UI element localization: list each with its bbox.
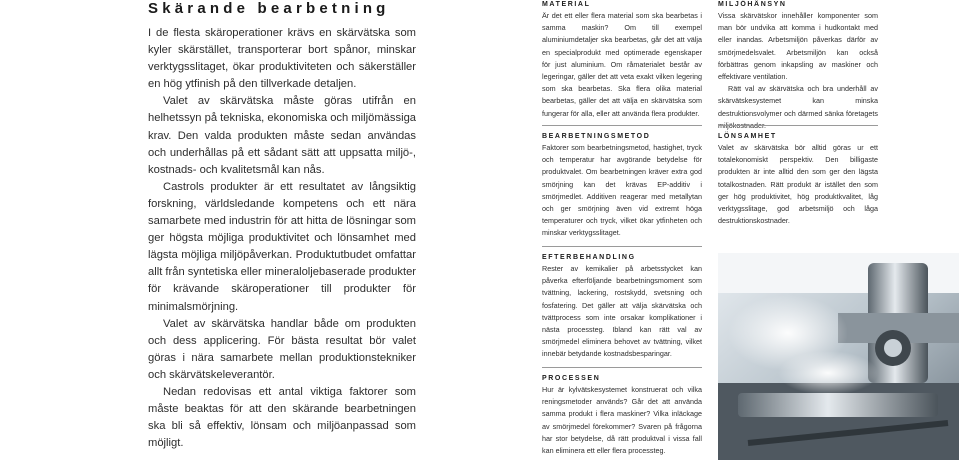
bearbetningsmetod-text: Faktorer som bearbetningsmetod, hastighet, tryck och temperatur har avgörande betydelse för produktvalet. Om bearbetningen kräver extra god smörjning kan det krävas EP-additiv i smörjmedlet. Additiven reagerar med metallytan och ger smörjning även vid extremt höga temperaturer och tryck, vilket ökar ytfinheten och minskar verktygsslitaget. [542,143,702,238]
divider [542,246,702,247]
title-bar [0,0,416,17]
section-miljohansyn [718,0,878,132]
intro-paragraph-3: Castrols produkter är ett resultatet av långsiktig forskning, världsledande kompetens och ett nära samarbete med industrin för att hitta de lösningar som ger högsta möjliga produktivitet och lönsamhet med lägsta möjliga miljöpåverkan. Produktutbudet omfattar allt från syntetiska eller mineraloljebaserade produkter för krävande skäroperationer till produkter för minimalsmörjning. [148,180,417,313]
divider [542,367,702,368]
lonsamhet-text: Valet av skärvätska bör alltid göras ur ett totalekonomiskt perspektiv. Den billigaste produkten är inte alltid den som ger den lägsta totalkostnaden. Rätt produkt är istället den som ger hög produktivitet, hög produktkvalitet, låg verktygsslitage, god arbetsmiljö och låga destruktionskostnader. [718,143,878,226]
processen-text: Hur är kylvätskesystemet konstruerat och vilka reningsmetoder används? Går det att använda samma produkt i flera maskiner? Vilka inläckage av smörjmedel förekommer? Svaren på frågorna har stor betydelse, då rätt produktval i vissa fall kan eliminera ett eller flera processteg. [542,385,702,456]
left-column [0,0,416,460]
intro-paragraph-1: I de flesta skäroperationer krävs en skärvätska som kyler skärstället, transporterar bort spånor, minskar verktygsslitaget, ökar produktiviteten och säkerställer en hög ytfinish på den tillverkade detaljen. [148,27,416,91]
miljohansyn-text-1: Vissa skärvätskor innehåller komponenter som man bör undvika att komma i hudkontakt med eller inandas. Arbetsmiljön påverkas därför av smörjmedelsvalet. Arbetsmiljön kan också förbättras genom inkapsling av maskiner och effektivare ventilation. [718,11,878,82]
material-heading: MATERIAL [542,1,591,8]
bearbetningsmetod-heading: BEARBETNINGSMETOD [542,133,651,140]
machining-photo-icon [718,253,959,460]
intro-paragraph-2: Valet av skärvätska måste göras utifrån en helhetssyn på tekniska, ekonomiska och miljömässiga krav. Den valda produkten måste sedan användas och underhållas på ett sådant sätt att uppsatta miljö-, kostnads- och kvalitetsmål kan nås. [148,95,417,176]
intro-text [148,25,416,452]
section-lonsamhet [718,132,878,227]
section-bearbetningsmetod [542,132,702,240]
intro-paragraph-4: Valet av skärvätska handlar både om produkten och dess applicering. För bästa resultat bör valet göras i nära samarbete mellan produktionstekniker och skärvätskeleverantör. [148,317,416,381]
section-efterbehandling [542,253,702,361]
intro-paragraph-5: Nedan redovisas ett antal viktiga faktorer som måste beaktas för att den skärande bearbetningen ska bli så effektiv, lönsam och miljöanpassad som möjligt. [148,385,416,450]
efterbehandling-text: Rester av kemikalier på arbetsstycket kan påverka efterföljande bearbetningsmoment som tvättning, lackering, rostskydd, svetsning och fosfatering. Det gäller att välja skärvätska och tvättprocess som inte orsakar komplikationer i nästa processteg. Ibland kan rätt val av smörjmedel eliminera behovet av tvättning, vilket innebär betydande kostnadsbesparingar. [542,264,702,359]
lonsamhet-heading: LÖNSAMHET [718,133,777,140]
miljohansyn-heading: MILJÖHÄNSYN [718,1,787,8]
divider [718,125,878,126]
section-processen [542,374,702,457]
processen-heading: PROCESSEN [542,375,601,382]
page-title: Skärande bearbetning [148,0,390,17]
material-text: Är det ett eller flera material som ska bearbetas i samma maskin? Om till exempel aluminiumdetaljer ska bearbetas, går det att välja en specialprodukt med optimerade egenskaper för just aluminium. Om råmaterialet består av legeringar, gäller det att veta exakt vilken legering som ska bearbetas. Ska flera olika material bearbetas, gäller det att välja en skärvätska som fungerar för alla, eller att använda flera produkter. [542,11,702,118]
machining-photo [718,253,959,460]
divider [542,125,702,126]
efterbehandling-heading: EFTERBEHANDLING [542,254,636,261]
section-material [542,0,702,120]
miljohansyn-text-2: Rätt val av skärvätska och bra underhåll av skärvätskesystemet kan minska destruktionsvolymer och därmed sänka företagets [718,84,878,118]
